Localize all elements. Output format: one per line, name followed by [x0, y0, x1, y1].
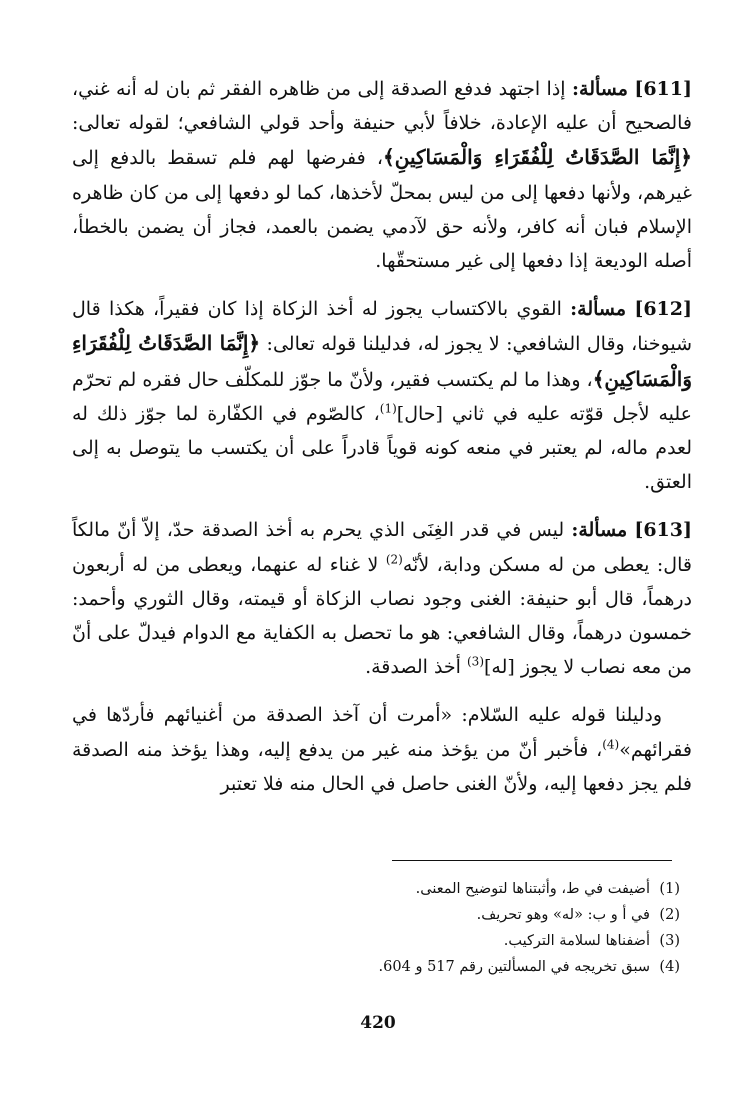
footnote-ref: (1) [379, 401, 397, 416]
issue-label: مسألة: [572, 78, 628, 100]
quran-verse: ﴿إِنَّمَا الصَّدَقَاتُ لِلْفُقَرَاءِ وَالْمَسَاكِينِ﴾ [72, 331, 692, 391]
paragraph-text: القوي بالاكتساب يجوز له أخذ الزكاة إذا كان فقيراً، هكذا قال شيوخنا، وقال الشافعي: لا يجوز له، فدليلنا قوله تعالى: [72, 298, 693, 356]
footnote-separator [392, 860, 672, 861]
footnote-text: أضفناها لسلامة التركيب. [503, 933, 650, 949]
issue-number: [613] [634, 519, 692, 542]
quran-verse: ﴿إِنَّمَا الصَّدَقَاتُ لِلْفُقَرَاءِ وَالْمَسَاكِينِ﴾ [383, 145, 692, 170]
paragraph-text: ، ففرضها لهم فلم تسقط بالدفع إلى غيرهم، ولأنها دفعها إلى من ليس بمحلّ لأخذها، كما لو دفعها إلى من كان ظاهره الإسلام فبان أنه كافر، ولأنه حق لآدمي يضمن بالعمد، فجاز أن يضمن بالخطأ، أصله الوديعة إذا دفعها إلى غير مستحقّها. [72, 147, 692, 273]
paragraph-611 [72, 72, 692, 278]
paragraph-text: ، كالصّوم في الكفّارة لما جوّز ذلك له لعدم ماله، لم يعتبر في منعه كونه قوياً قادراً على أن يكتسب ما يتوصل به إلى العتق. [72, 402, 692, 494]
footnote [72, 954, 688, 980]
paragraph-text: أخذ الصدقة. [365, 656, 467, 679]
footnote-ref: (2) [385, 552, 403, 567]
paragraph-text: ، فأخبر أنّ من يؤخذ منه غير من يدفع إليه، وهذا يؤخذ منه الصدقة فلم يجز دفعها إليه، ولأنّ الغنى حاصل في الحال منه فلا تعتبر [72, 738, 692, 795]
paragraph-text: ودليلنا قوله عليه السّلام: «أمرت أن آخذ الصدقة من أغنيائهم فأردّها في فقرائهم» [72, 704, 692, 761]
issue-number: [611] [634, 78, 692, 100]
paragraph-text: إذا اجتهد فدفع الصدقة إلى من ظاهره الفقر ثم بان له أنه غني، فالصحيح أن عليه الإعادة، خلافاً لأبي حنيفة وأحد قولي الشافعي؛ لقوله تعالى: [72, 78, 692, 135]
footnote-number: (4) [659, 959, 680, 975]
footnote [72, 902, 688, 928]
footnote [72, 876, 688, 902]
footnote-number: (3) [659, 933, 680, 949]
footnote-number: (2) [659, 907, 680, 923]
issue-label: مسألة: [570, 298, 627, 321]
footnote-ref: (4) [602, 737, 620, 752]
paragraph-text: لا غناء له عنهما، ويعطى من له أربعون درهماً، قال أبو حنيفة: الغنى وجود نصاب الزكاة أو قيمته، وقال الثوري وأحمد: خمسون درهماً، وقال الشافعي: هو ما تحصل به الكفاية مع الدوام فيدلّ على أنّ من معه نصاب لا يجوز [له] [72, 553, 692, 679]
footnote-text: في أ و ب: «له» وهو تحريف. [476, 907, 650, 923]
issue-label: مسألة: [571, 519, 628, 542]
paragraph-evidence [72, 698, 692, 801]
footnotes [72, 876, 688, 980]
paragraph-text: ، وهذا ما لم يكتسب فقير، ولأنّ ما جوّز للمكلّف حال فقره لم تحرّم عليه لأجل قوّته عليه في ثاني [حال] [72, 368, 692, 425]
page-number: 420 [360, 1013, 396, 1033]
issue-number: [612] [634, 298, 692, 321]
paragraph-612 [72, 292, 692, 499]
page-body [72, 72, 692, 815]
footnote-text: أضيفت في ط، وأثبتناها لتوضيح المعنى. [415, 881, 650, 897]
footnote-number: (1) [659, 881, 680, 897]
footnote [72, 928, 688, 954]
footnote-text: سبق تخريجه في المسألتين رقم 517 و 604. [378, 959, 650, 975]
paragraph-613 [72, 513, 692, 684]
paragraph-text: ليس في قدر الغِنَى الذي يحرم به أخذ الصدقة حدّ، إلاّ أنّ مالكاً قال: يعطى من له مسكن ودابة، لأنّه [72, 519, 692, 576]
footnote-ref: (3) [466, 654, 484, 669]
